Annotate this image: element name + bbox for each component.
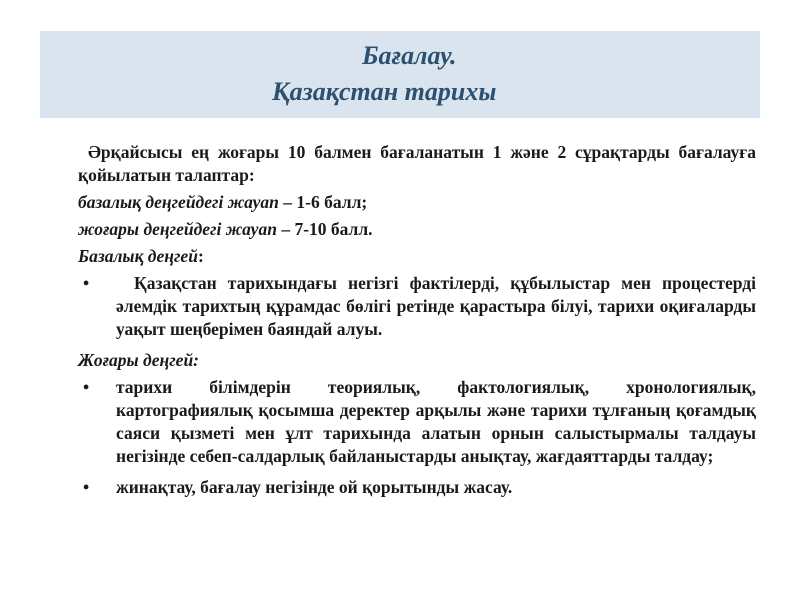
intro-paragraph: Әрқайсысы ең жоғары 10 балмен бағаланатын 1 және 2 сұрақтарды бағалауға қойылатын талаптар: xyxy=(78,142,756,185)
bullet-icon: • xyxy=(83,273,90,293)
criterion-basic-value: – 1-6 балл; xyxy=(278,192,368,212)
list-item xyxy=(78,376,756,468)
criterion-high-value: – 7-10 балл. xyxy=(276,219,373,239)
list-item xyxy=(78,272,756,341)
basic-level-heading xyxy=(78,245,756,268)
basic-level-heading-text: Базалық деңгей xyxy=(78,246,198,266)
title-line-1: Бағалау. xyxy=(362,41,457,70)
title-line-2: Қазақстан тарихы xyxy=(272,77,497,106)
high-level-list xyxy=(78,376,756,499)
criterion-high xyxy=(78,218,756,241)
high-level-heading: Жоғары деңгей: xyxy=(78,350,200,370)
criterion-basic-label: базалық деңгейдегі жауап xyxy=(78,192,279,212)
basic-level-list xyxy=(78,272,756,341)
criterion-basic xyxy=(78,191,756,214)
list-item-text: тарихи білімдерін теориялық, фактологиялық, хронологиялық, картографиялық қосымша деректер арқылы және тарихи тұлғаның қоғамдық саяси қызметі мен ұлт тарихында алатын орнын салыстырмалы талдауы негізінде себеп-салдарлық байланыстарды анықтау, жағдаяттарды талдау; xyxy=(116,377,756,466)
slide-body xyxy=(78,141,756,507)
list-item-text: жинақтау, бағалау негізінде ой қорытынды жасау. xyxy=(116,477,513,497)
bullet-icon: • xyxy=(83,477,90,497)
list-item xyxy=(78,476,756,499)
list-item-text: Қазақстан тарихындағы негізгі фактілерді, құбылыстар мен процестерді әлемдік тарихтың құрамдас бөлігі ретінде қарастыра білуі, тарихи оқиғаларды уақыт шеңберімен баяндай алуы. xyxy=(116,273,756,339)
basic-level-heading-colon: : xyxy=(197,246,204,266)
bullet-icon: • xyxy=(83,377,90,397)
criterion-high-label: жоғары деңгейдегі жауап xyxy=(78,219,277,239)
